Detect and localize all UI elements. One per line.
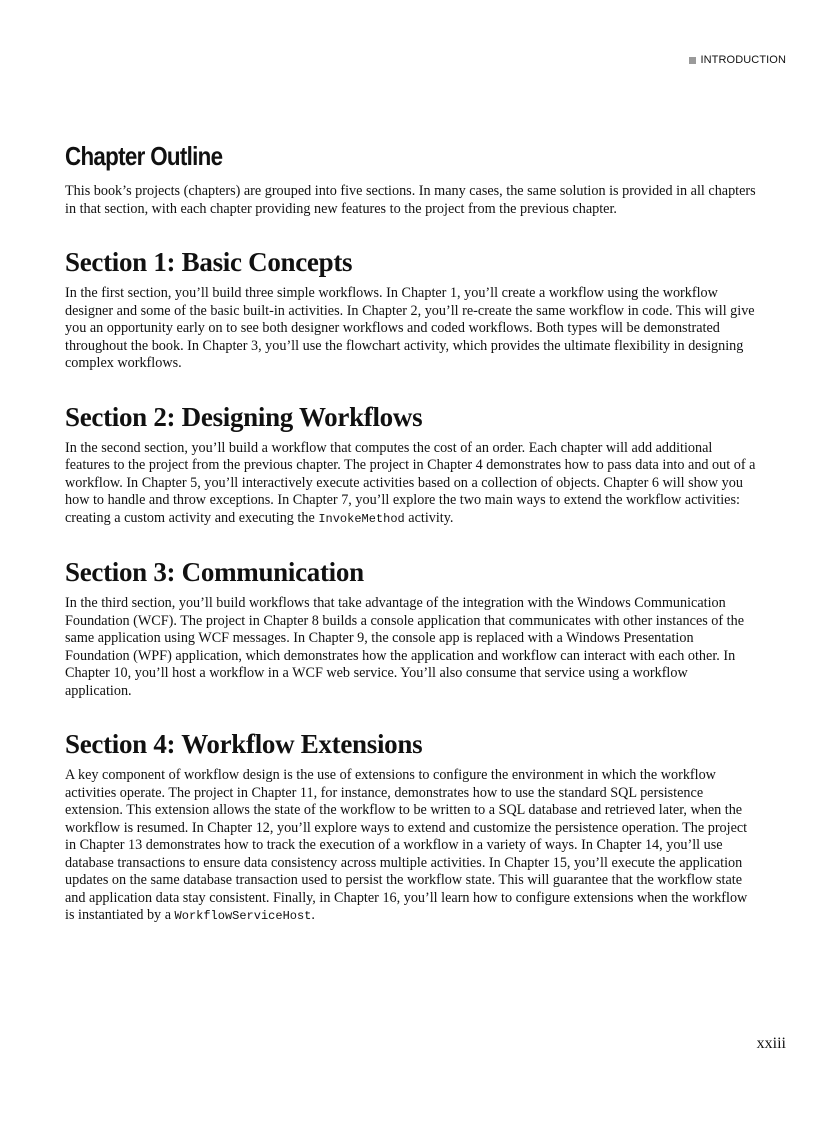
running-head-marker-icon (689, 57, 696, 64)
chapter-title: Chapter Outline (65, 141, 223, 171)
intro-paragraph: This book’s projects (chapters) are grouped into five sections. In many cases, the same solution is provided in all chapters in that section, with each chapter providing new features to the project from the previous chapter. (65, 183, 756, 217)
section-4-code: WorkflowServiceHost (174, 909, 312, 923)
section-2-title: Section 2: Designing Workflows (65, 401, 423, 432)
main-content (65, 141, 757, 926)
section-1-title: Section 1: Basic Concepts (65, 247, 353, 277)
section-3-body: In the third section, you’ll build workflows that take advantage of the integration with the Windows Communication Foundation (WCF). The project in Chapter 8 builds a console application that communicates with other instances of the same application using WCF messages. In Chapter 9, the console app is replaced with a Windows Presentation Foundation (WPF) application, which demonstrates how the application and workflow can interact with each other. In Chapter 10, you’ll host a workflow in a WCF web service. You’ll also consume that service using a workflow application. (65, 595, 745, 699)
section-2-text-end: activity. (404, 509, 454, 526)
section-4-text-end: . (311, 907, 315, 923)
running-head (689, 54, 786, 66)
running-head-label: INTRODUCTION (700, 54, 786, 66)
section-4-title: Section 4: Workflow Extensions (65, 729, 423, 759)
section-4-body (65, 767, 757, 926)
section-1-body: In the first section, you’ll build three simple workflows. In Chapter 1, you’ll create a workflow using the workflow designer and some of the basic built-in activities. In Chapter 2, you’ll re-create the same workflow in code. This will give you an opportunity early on to see both designer workflows and coded workflows. Both types will be demonstrated throughout the book. In Chapter 3, you’ll use the flowchart activity, which provides the ultimate flexibility in designing complex workflows. (65, 285, 755, 371)
section-2-text: In the second section, you’ll build a workflow that computes the cost of an order. Each chapter will add additional features to the project from the previous chapter. The project in Chapter 4 demonstrates how to pass data into and out of a workflow. In Chapter 5, you’ll interactively execute activities based on a collection of objects. Chapter 6 will show you how to handle and throw exceptions. In Chapter 7, you’ll explore the two main ways to extend the workflow activities: creating a custom activity and executing the (65, 439, 756, 526)
section-3-title: Section 3: Communication (65, 557, 364, 587)
page-number: xxiii (756, 1035, 786, 1052)
section-2-body (65, 440, 757, 529)
section-2-code: InvokeMethod (318, 511, 405, 526)
section-4-text: A key component of workflow design is the use of extensions to configure the environment in which the workflow activities operate. The project in Chapter 11, for instance, demonstrates how to use the standard SQL persistence extension. This extension allows the state of the workflow to be written to a SQL database and retrieved later, when the workflow is resumed. In Chapter 12, you’ll explore ways to extend and customize the persistence operation. The project in Chapter 13 demonstrates how to track the execution of a workflow in a variety of ways. In Chapter 14, you’ll use database transactions to ensure data consistency across multiple activities. In Chapter 15, you’ll execute the application updates on the same database transaction used to persist the workflow state. This will guarantee that the workflow state and application data stay consistent. Finally, in Chapter 16, you’ll learn how to configure extensions when the workflow is instantiated by a (65, 767, 748, 923)
